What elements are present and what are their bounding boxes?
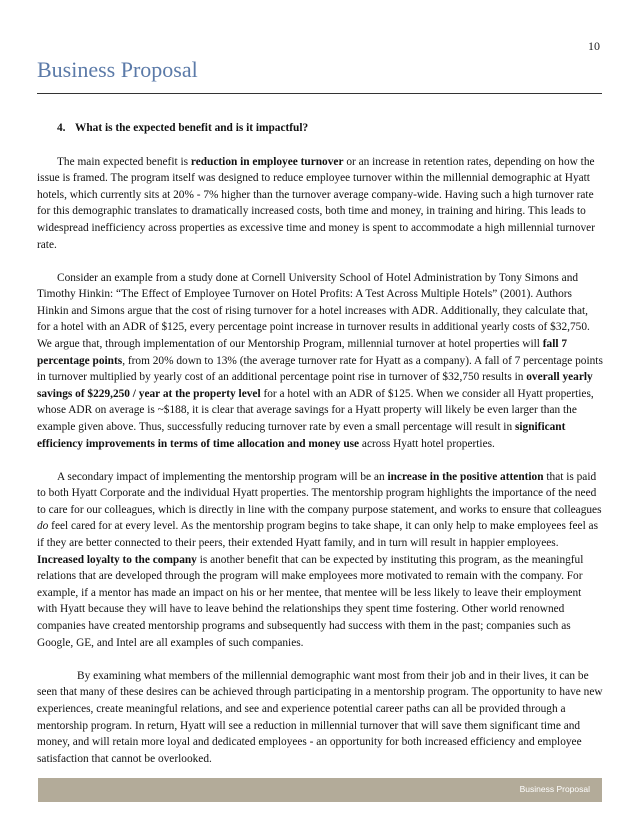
- emphasis-text: overall yearly savings of $229,250 / year at the property level: [37, 371, 593, 400]
- section-question: [57, 120, 603, 137]
- text-run: A secondary impact of implementing the mentorship program will be an: [57, 470, 388, 483]
- paragraph-conclusion: [37, 668, 603, 768]
- emphasis-text: significant efficiency improvements in terms of time allocation and money use: [37, 421, 566, 450]
- text-run: across Hyatt hotel properties.: [359, 437, 495, 450]
- text-run: or an increase in retention rates, depending on how the issue is framed. The program itself was designed to reduce employee turnover within the millennial demographic at Hyatt hotels, which currently sits at 20% - 7% higher than the turnover average company-wide. Having such a high turnover rate for this demographic translates to dramatically increased costs, both time and money, in training and hiring. This leads to widespread inefficiency across properties as excessive time and money is spent to accommodate a high millennial turnover rate.: [37, 155, 595, 251]
- text-run: Consider an example from a study done at Cornell University School of Hotel Administration by Tony Simons and Timothy Hinkin: “The Effect of Employee Turnover on Hotel Profits: A Test Across Multiple Hotels” (2001). Authors Hinkin and Simons argue that the cost of rising turnover for a hotel increases with ADR. Additionally, they calculate that, for a hotel with an ADR of $125, every percentage point increase in turnover results in additional yearly costs of $32,750. We argue that, through implementation of our Mentorship Program, millennial turnover at hotel properties will: [37, 271, 590, 351]
- text-run: is another benefit that can be expected by instituting this program, as the meaningful relations that are developed through the program will make employees more motivated to remain with the company. For example, if a mentor has made an impact on his or her mentee, that mentee will be less likely to leave their employment with Hyatt because they will have to leave behind the relationships they spent time fostering. Other world renowned companies have created mentorship programs and subsequently had success with them in the past; companies such as Google, GE, and Intel are all examples of such companies.: [37, 553, 584, 649]
- paragraph-cornell-example: [37, 270, 603, 453]
- text-run: feel cared for at every level. As the mentorship program begins to take shape, it can only help to make employees feel as if they are better connected to their peers, their extended Hyatt family, and in turn will result in happier employees.: [37, 520, 599, 550]
- emphasis-text: fall 7 percentage points: [37, 338, 568, 367]
- emphasis-text: Increased loyalty to the company: [37, 553, 197, 566]
- document-title: Business Proposal: [37, 57, 198, 82]
- text-run: for a hotel with an ADR of $125. When we consider all Hyatt properties, whose ADR on average is ~$188, it is clear that average savings for a Hyatt property will likely be even larger than the example given above. Thus, successfully reducing turnover rate by even a small percentage will result in: [37, 387, 594, 433]
- text-run: The main expected benefit is: [57, 155, 191, 168]
- text-run: By examining what members of the millennial demographic want most from their job and in their lives, it can be seen that many of these desires can be achieved through participating in a mentorship program. The opportunity to have new experiences, create meaningful relations, and see and experience potential career paths can all be provided through a mentorship program. In return, Hyatt will see a reduction in millennial turnover that will save them significant time and money, and will retain more loyal and dedicated employees - an opportunity for both increased efficiency and employee satisfaction that cannot be overlooked.: [37, 669, 603, 765]
- footer-label: Business Proposal: [519, 784, 590, 794]
- paragraph-expected-benefit: [37, 154, 603, 254]
- footer-bar: [38, 778, 602, 802]
- text-run: that is paid to both Hyatt Corporate and the individual Hyatt properties. The mentorship program highlights the importance of the need to care for our colleagues, which is directly in line with the company purpose statement, and works to ensure that colleagues: [37, 470, 602, 516]
- emphasis-text: reduction in employee turnover: [190, 155, 344, 168]
- document-body: [37, 120, 603, 784]
- italic-text: do: [37, 520, 49, 533]
- text-run: , from 20% down to 13% (the average turnover rate for Hyatt as a company). A fall of 7 percentage points in turnover multiplied by yearly cost of an additional percentage point rise in turnover of $32,750 results in: [37, 354, 603, 384]
- question-number: 4.: [57, 122, 66, 134]
- paragraph-secondary-impact: [37, 469, 603, 652]
- emphasis-text: increase in the positive attention: [387, 470, 544, 483]
- question-text: What is the expected benefit and is it impactful?: [75, 122, 309, 134]
- page-number: 10: [588, 39, 600, 53]
- title-divider: [37, 93, 602, 94]
